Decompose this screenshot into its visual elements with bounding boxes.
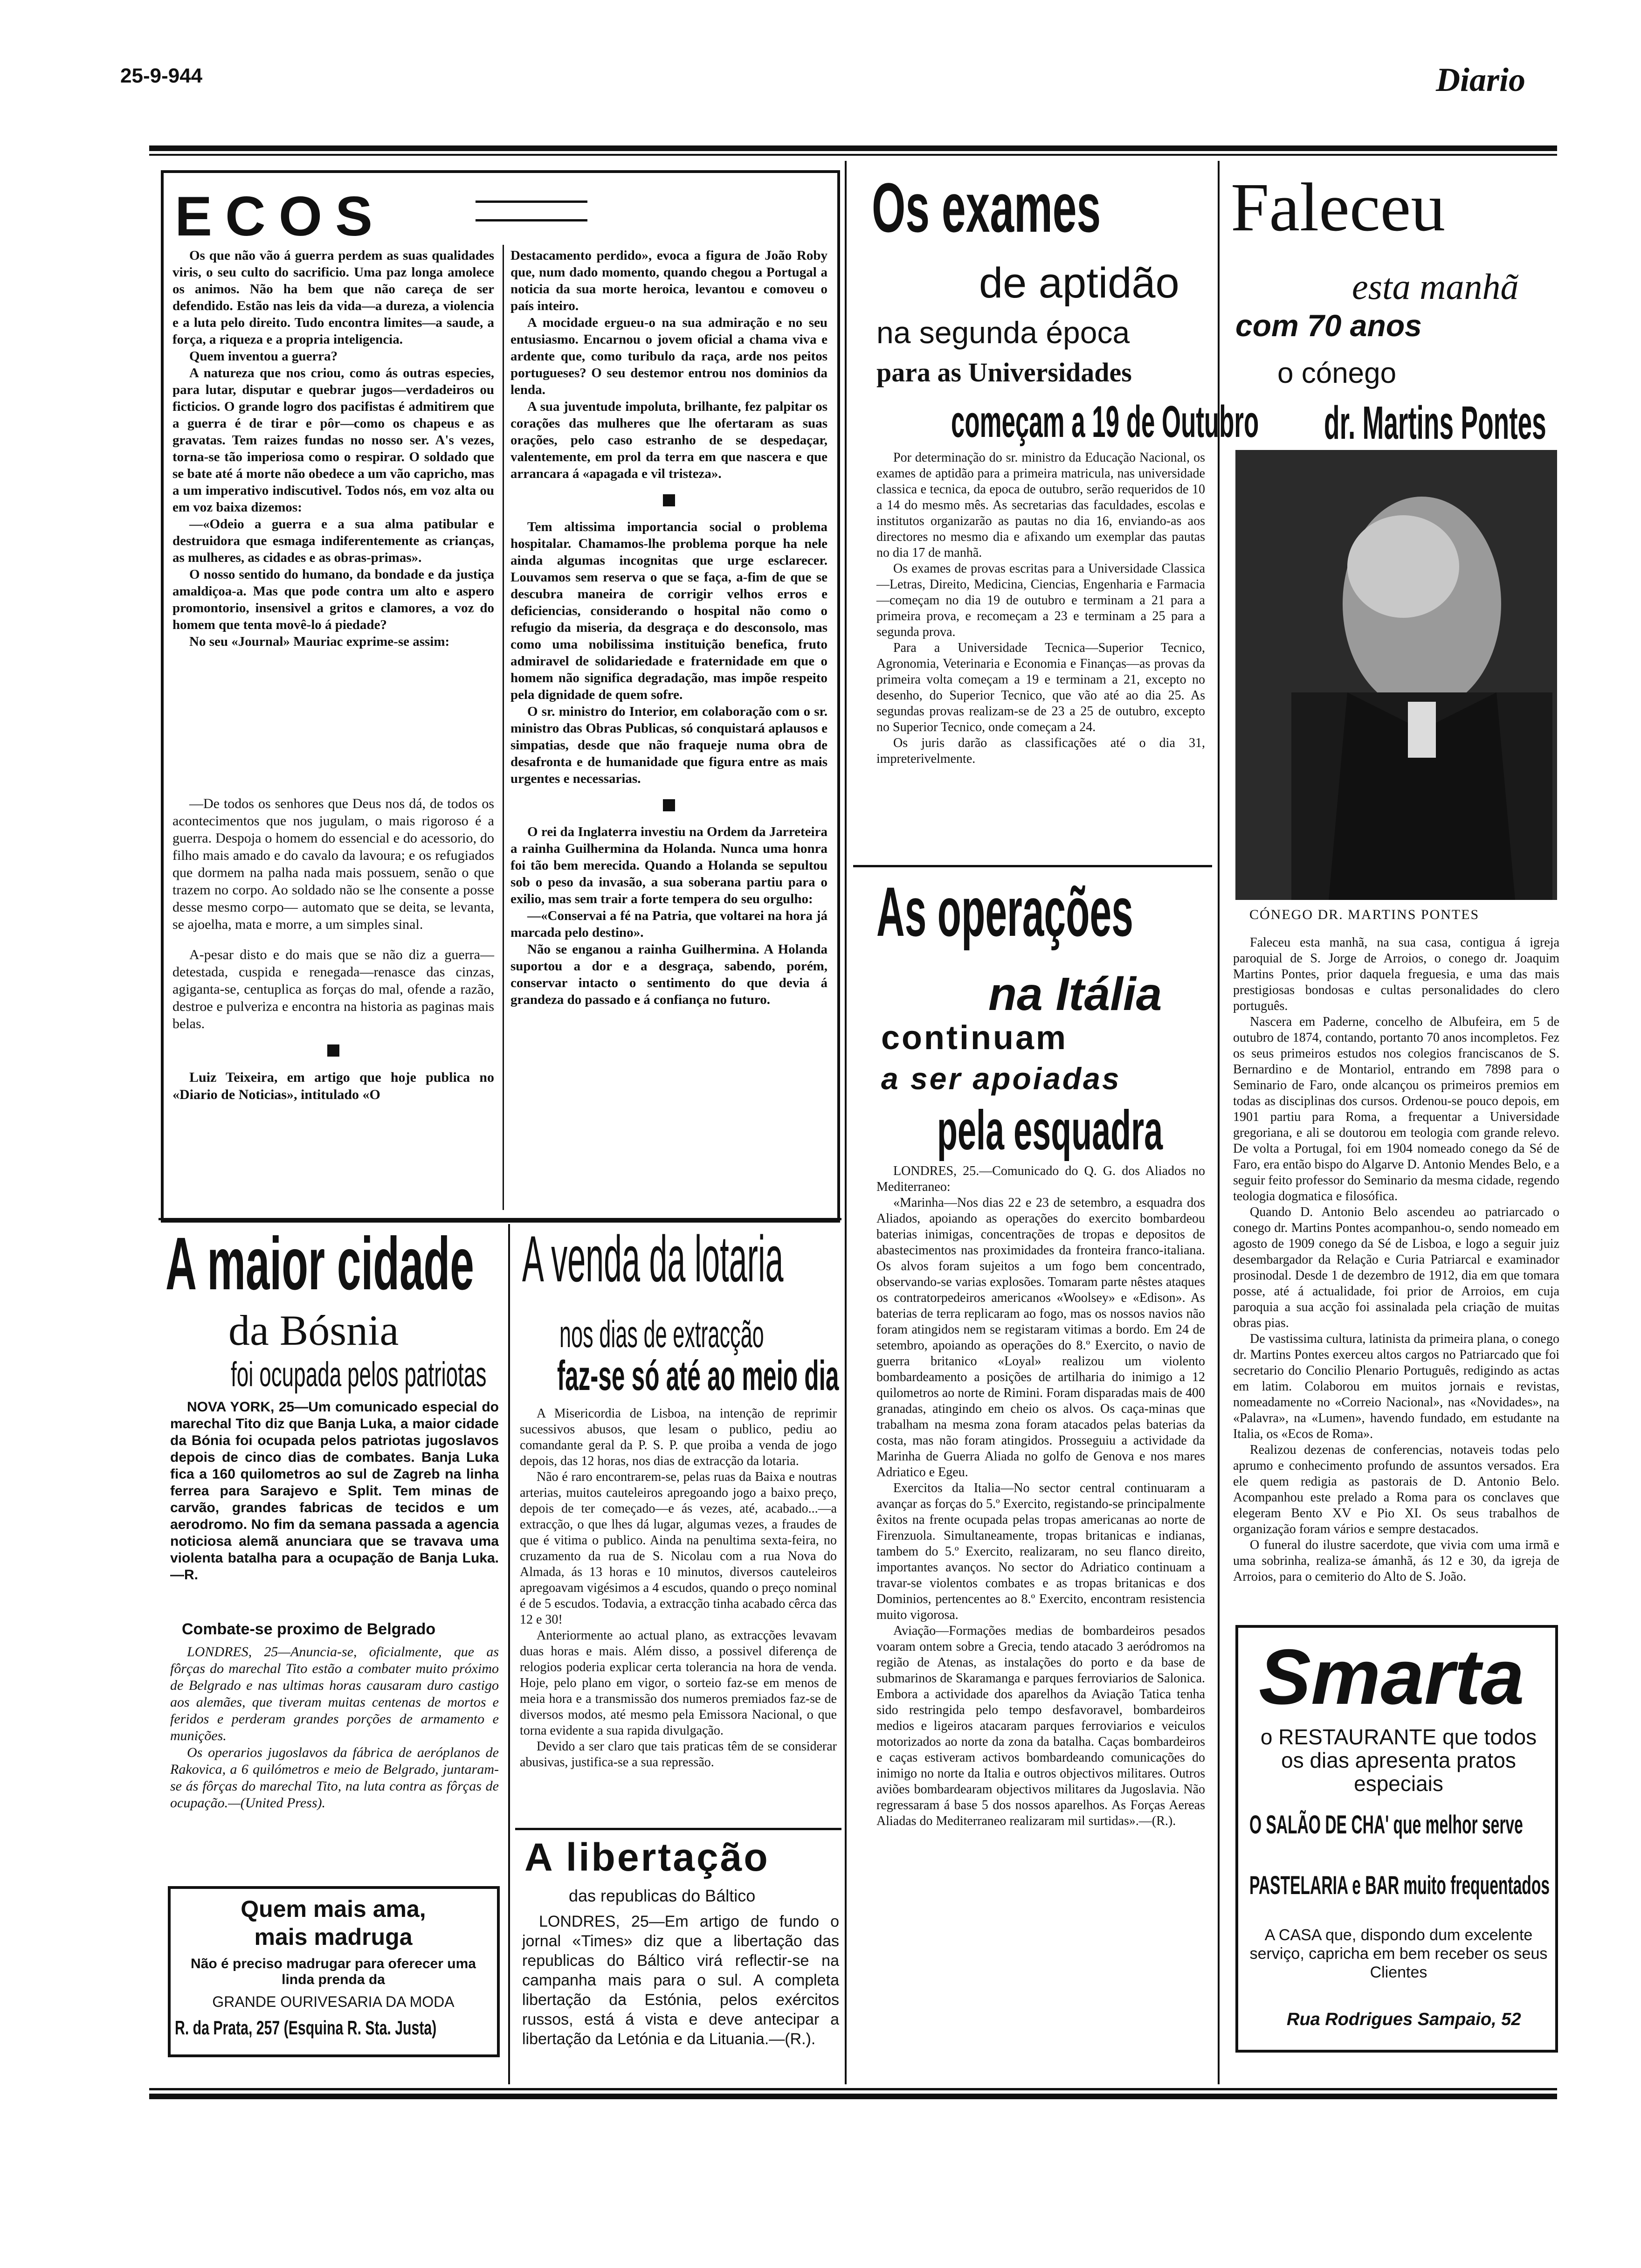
paragraph: Por determinação do sr. ministro da Educação Nacional, os exames de aptidão para a primeira matricula, nas universidade classica e tecnica, da epoca de outubro, serão requeridos de 10 a 14 do mesmo mês. As secretarias das faculdades, escolas e institutos organizarão as pautas no dia 16, enviando-as aos directores no mesmo dia e afixando um exemplar das pautas no dia 17 de manhã. bbox=[876, 450, 1205, 560]
faleceu-headline: Faleceu bbox=[1231, 169, 1446, 246]
paragraph: O funeral do ilustre sacerdote, que vivia com uma irmã e uma sobrinha, realiza-se ámanhã, ás 12 e 30, da igreja de Arroios, para o cemiterio do Alto de S. João. bbox=[1233, 1538, 1559, 1584]
baltico-subhead: das republicas do Báltico bbox=[569, 1886, 756, 1905]
faleceu-subhead: o cónego bbox=[1277, 357, 1397, 389]
paragraph: O rei da Inglaterra investiu na Ordem da Jarreteira a rainha Guilhermina da Holanda. Nunca uma honra foi tão bem merecida. Quando a Holanda se sepultou sob o peso da invasão, a sua soberana partiu para o exilio, mas sem trair a forte tempera do seu orgulho: bbox=[510, 824, 827, 906]
ecos-title-rule bbox=[476, 201, 587, 203]
bottom-rule bbox=[149, 2094, 1557, 2099]
paragraph: Tem altissima importancia social o problema hospitalar. Chamamos-lhe problema porque ha nele ainda algumas incognitas que urge esclarecer. Louvamos sem reserva o que se faça, a-fim de que se descubra maneira de corrigir velhos erros e deficiencias, considerando o hospital não como o refugio da miseria, da desgraça e do desconsolo, mas como uma nobilissima instituição benefica, fruto admiravel de solidariedade e fraternidade em que o homem não significa degradação, mas impõe respeito pela dignidade de quem sofre. bbox=[510, 519, 827, 702]
paragraph: Aviação—Formações medias de bombardeiros pesados voaram ontem sobre a Grecia, tendo atacado 3 aeródromos na região de Atenas, as instalações do porto e da base de submarinos de Skaramanga e parques ferroviarios de Salonica. Embora a actividade dos aparelhos da Aviação Tatica tenha sido restringida pelo tempo desfavoravel, bombardeiros medios e ligeiros atacaram parques ferroviarios e veiculos motorizados ao norte da zona da batalha. Caças bombardeiros e caças estiveram activos bombardeando comunicações do inimigo no norte da Italia e outros objectivos militares. Outros aviões bombardearam objectivos militares da Jugoslavia. Não regressaram á base 5 dos nossos aparelhos. As Forças Aereas Aliadas do Mediterraneo realizaram mil surtidas».—(R.). bbox=[876, 1624, 1205, 1828]
ourivesaria-title: Quem mais ama, bbox=[241, 1896, 426, 1922]
faleceu-subhead: com 70 anos bbox=[1235, 308, 1422, 343]
bosnia-subhead: foi ocupada pelos patriotas bbox=[231, 1355, 487, 1394]
smarta-restaurant: o RESTAURANTE que todos os dias apresenta pratos especiais bbox=[1260, 1725, 1537, 1796]
bosnia-headline: A maior cidade bbox=[165, 1222, 474, 1305]
paragraph: Quando D. Antonio Belo ascendeu ao patriarcado o conego dr. Martins Pontes acompanhou-o, sendo nomeado em agosto de 1909 conego da Sé de Lisboa, e logo a seguir juiz desembargador da Relação e Curia Patriarcal e examinador prosinodal. Desde 1 de dezembro de 1912, dia em que tomara posse, até á actualidade, foi prior de Arroios, em cuja paroquia a sua acção foi assinalada pela criação de muitas obras pias. bbox=[1233, 1205, 1559, 1330]
paragraph: A mocidade ergueu-o na sua admiração e no seu entusiasmo. Encarnou o jovem oficial a chama viva e ardente que, como turibulo da raça, arde nos peitos portugueses? O seu destemor entrou nos dominios da lenda. bbox=[510, 315, 827, 397]
smarta-pastelaria: PASTELARIA e BAR muito frequentados bbox=[1249, 1870, 1550, 1900]
paragraph: No seu «Journal» Mauriac exprime-se assim: bbox=[189, 634, 450, 649]
ourivesaria-address: R. da Prata, 257 (Esquina R. Sta. Justa) bbox=[175, 2017, 437, 2039]
ecos-column-divider bbox=[503, 245, 504, 1210]
paragraph: Anteriormente ao actual plano, as extracções levavam duas horas e mais. Além disso, a possivel diferença de relogios poderia explicar certa tolerancia na hora de venda. Hoje, pelo plano em vigor, o sorteio faz-se em menos de meia hora e a transmissão dos numeros premiados faz-se de diversos modos, até mesmo pela Emissora Nacional, o que torna evidente a sua rapida divulgação. bbox=[520, 1628, 837, 1738]
paragraph: LONDRES, 25—Em artigo de fundo o jornal «Times» diz que a libertação das republicas do Báltico virá reflectir-se na campanha mais para o sul. A completa libertação da Estónia, pelos exércitos russos, está á vista e deve antecipar a libertação da Letónia e da Lituania.—(R.). bbox=[522, 1913, 839, 2048]
bottom-rule bbox=[149, 2088, 1557, 2090]
exames-subhead: para as Universidades bbox=[876, 357, 1132, 387]
portrait-photo bbox=[1235, 450, 1557, 900]
paragraph: Realizou dezenas de conferencias, notaveis todas pelo aprumo e conhecimento profundo de assuntos versados. Era ele quem redigia as pastorais de D. Antonio Belo. Acompanhou este prelado a Roma para os conclaves que elegeram Bento XV e Pio XI. Os seus trabalhos de organização foram vários e sempre destacados. bbox=[1233, 1443, 1559, 1536]
paragraph: A Misericordia de Lisboa, na intenção de reprimir sucessivos abusos, que lesam o publico, pediu ao comandante geral da P. S. P. que proiba a venda de jogo depois, das 12 horas, nos dias de extracção da lotaria. bbox=[520, 1406, 837, 1468]
exames-subhead: começam a 19 de Outubro bbox=[951, 397, 1259, 447]
paragraph: Devido a ser claro que tais praticas têm de se considerar abusivas, justifica-se a sua repressão. bbox=[520, 1739, 837, 1770]
section-rule bbox=[159, 1218, 841, 1220]
paragraph: Os exames de provas escritas para a Universidade Classica—Letras, Direito, Medicina, Ciencias, Engenharia e Farmacia—começam no dia 19 de outubro e terminam a 21 para a primeira prova, e recomeçam a 23 e terminam a 25 para a segunda prova. bbox=[876, 561, 1205, 639]
paragraph: A-pesar disto e do mais que se não diz a guerra—detestada, cuspida e renegada—renasce das cinzas, agiganta-se, centuplica as forças do mal, ofende a razão, destroe e pulveriza e encontra na historia as paginas mais belas. bbox=[172, 947, 494, 1031]
operacoes-body bbox=[876, 1163, 1205, 1829]
bosnia-subheading: Combate-se proximo de Belgrado bbox=[182, 1620, 436, 1638]
paragraph: A natureza que nos criou, como ás outras especies, para lutar, disputar e quebrar jugos—verdadeiros ou ficticios. O grande logro dos pacifistas é admitirem que a guerra é de tirar e pôr—como os chapeus e as gravatas. Tem raizes fundas no nosso ser. A's vezes, torna-se tão imperiosa como o respirar. O soldado que se bate até á morte não obedece a um vão capricho, mas a um imperativo indiscutivel. Todos nós, em voz alta ou em voz baixa dizemos: bbox=[172, 366, 494, 515]
baltico-headline: A libertação bbox=[524, 1835, 770, 1879]
top-rule bbox=[149, 145, 1557, 151]
paragraph: LONDRES, 25.—Comunicado do Q. G. dos Aliados no Mediterraneo: bbox=[876, 1164, 1205, 1194]
column-divider bbox=[508, 1224, 510, 2084]
paragraph: Não é raro encontrarem-se, pelas ruas da Baixa e noutras arterias, muitos cauteleiros apregoando jogo a baixo preço, depois de ter começado—e ás vezes, até, acabado...—a extracção, o que lhes dá lugar, algumas vezes, a fraudes de que é vitima o publico. Ainda na penultima sexta-feira, no cruzamento da rua de S. Nicolau com a rua Nova do Almada, ás 13 horas e 10 minutos, diversos cauteleiros apregoavam vigésimos a 4 escudos, quando o preço nominal é de 5 escudos. Todavia, a extracção tinha acabado cêrca das 12 e 30! bbox=[520, 1470, 837, 1627]
faleceu-subhead: esta manhã bbox=[1352, 266, 1519, 307]
lotaria-headline: A venda da lotaria bbox=[522, 1222, 784, 1295]
ourivesaria-store: GRANDE OURIVESARIA DA MODA bbox=[212, 1993, 455, 2010]
ecos-column-1 bbox=[172, 247, 494, 650]
lotaria-subhead: nos dias de extracção bbox=[559, 1313, 764, 1355]
operacoes-subhead: continuam bbox=[881, 1019, 1068, 1057]
paragraph: Nascera em Paderne, concelho de Albufeira, em 5 de outubro de 1874, contando, portanto 70 anos incompletos. Fez os seus primeiros estudos nos colegios franciscanos de S. Bernardino e de Montariol, entrando em 7898 para o Seminario de Faro, onde alcançou os primeiros premios em todas as disciplinas dos cursos. Ordenou-se pouco depois, em 1901 partiu para Roma, a frequentar a Universidade gregoriana, e ali se doutorou em teologia com grande relevo. De volta a Portugal, foi em 1904 nomeado conego da Sé de Faro, era então bispo do Algarve D. Antonio Mendes Belo, e a seguir feito professor do Seminario da mesma cidade, regendo teologia dogmatica e filosófica. bbox=[1233, 1015, 1559, 1203]
paragraph: «Marinha—Nos dias 22 e 23 de setembro, a esquadra dos Aliados, apoiando as operações do exercito bombardeou baterias inimigas, concentrações de tropas e depositos de abastecimentos nas proximidades da fronteira franco-italiana. Os alvos foram sujeitos a um fogo bem concentrado, observando-se varias explosões. Tomaram parte nêstes ataques os contratorpedeiros americanos «Woolsey» e «Edison». As baterias de terra replicaram ao fogo, mas os nossos navios não foram atingidos nem se registaram vitimas a bordo. Em 24 de setembro, apoiando as operações do 8.º Exercito, o navio de guerra britanico «Loyal» realizou um violento bombardeamento a posições de artilharia do inimigo a 12 quilometros ao norte de Rimini. Foram disparadas mais de 400 granadas, atingindo em cheio os alvos. Os caça-minas que trabalham na mesma zona foram atacados pelas baterias da costa, mas não foram atingidos. Prosseguiu a actividade da Marinha de Guerra Aliada no golfo de Genova e nos mares Adriatico e Egeu. bbox=[876, 1196, 1205, 1480]
top-rule-thin bbox=[149, 154, 1557, 156]
smarta-logo: Smarta bbox=[1259, 1633, 1524, 1721]
ourivesaria-text: Não é preciso madrugar para oferecer uma linda prenda da bbox=[191, 1956, 476, 1987]
bosnia-sub-body bbox=[170, 1644, 499, 1812]
section-rule bbox=[515, 1828, 841, 1830]
paragraph: Os juris darão as classificações até o dia 31, impreterivelmente. bbox=[876, 736, 1205, 766]
separator-square bbox=[327, 1044, 339, 1057]
paragraph: O nosso sentido do humano, da bondade e da justiça amaldiçoa-a. Mas que pode contra um alto e aspero promontorio, insensivel a gritos e clamores, a voz do homem que tenta movê-lo á piedade? bbox=[172, 567, 494, 632]
paragraph: —De todos os senhores que Deus nos dá, de todos os acontecimentos que nos jugulam, o mais rigoroso é a guerra. Despoja o homem do essencial e do acessorio, do filho mais amado e do cavalo da lavoura; e os refugiados que dormem na palha nada mais possuem, senão o que trazem no corpo. Ao soldado não se lhe consente a posse desse mesmo corpo— automato que se deita, se levanta, se ajoelha, mata e morre, a um simples sinal. bbox=[172, 796, 494, 932]
bosnia-subhead: da Bósnia bbox=[228, 1307, 399, 1354]
bosnia-body bbox=[170, 1399, 499, 1583]
paragraph: Destacamento perdido», evoca a figura de João Roby que, num dado momento, quando chegou a Portugal a noticia da sua morte heroica, levantou e comoveu o país inteiro. bbox=[510, 248, 827, 313]
edition-date: 25-9-944 bbox=[120, 64, 203, 87]
ourivesaria-title: mais madruga bbox=[254, 1924, 413, 1950]
section-rule bbox=[853, 865, 1212, 867]
paragraph: Luiz Teixeira, em artigo que hoje publica no «Diario de Noticias», intitulado «O bbox=[172, 1070, 494, 1102]
masthead-logo: Diario bbox=[1436, 61, 1526, 98]
exames-subhead: de aptidão bbox=[979, 259, 1179, 307]
paragraph: —«Conservai a fé na Patria, que voltarei na hora já marcada pelo destino». bbox=[510, 908, 827, 940]
lotaria-subhead: faz-se só até ao meio dia bbox=[557, 1353, 839, 1399]
paragraph: Exercitos da Italia—No sector central continuaram a avançar as forças do 5.º Exercito, registando-se principalmente êxitos na frente ocupada pelas tropas americanas ao norte de Firenzuola. Simultaneamente, tropas britanicas e indianas, tambem do 5.º Exercito, realizaram, no seu flanco direito, importantes avanços. No sector do Adriatico continuam a travar-se violentos combates e as tropas britanicas e dos Dominios, pertencentes ao 8.º Exercito, encontram resistencia muito vigorosa. bbox=[876, 1481, 1205, 1622]
paragraph: A sua juventude impoluta, brilhante, fez palpitar os corações das mulheres que lhe ofertaram as suas orações, pelo caso estranho de se despedaçar, valentemente, em prol da terra em que nascera e que arrancara á «apagada e vil tristeza». bbox=[510, 399, 827, 481]
separator-square bbox=[663, 799, 675, 811]
paragraph: Os operarios jugoslavos da fábrica de aeróplanos de Rakovica, a 6 quilómetros e meio de Belgrado, juntaram-se ás fôrças do marechal Tito, na luta contra as fôrças de ocupação.—(United Press). bbox=[170, 1745, 499, 1811]
paragraph: Faleceu esta manhã, na sua casa, contigua á igreja paroquial de S. Jorge de Arroios, o conego dr. Joaquim Martins Pontes, prior daquela freguesia, e uma das mais prestigiosas bondosas e cultas personalidades do clero português. bbox=[1233, 935, 1559, 1013]
faleceu-body bbox=[1233, 935, 1559, 1585]
column-divider bbox=[1218, 161, 1220, 2084]
paragraph: LONDRES, 25—Anuncia-se, oficialmente, que as fôrças do marechal Tito estão a combater muito próximo de Belgrado e nas ultimas horas causaram duro castigo aos alemães, que tiveram muitas centenas de mortos e feridos e perderam grandes porções de armamento e munições. bbox=[170, 1644, 499, 1743]
operacoes-subhead: pela esquadra bbox=[937, 1099, 1163, 1162]
separator-square bbox=[663, 494, 675, 506]
paragraph: De vastissima cultura, latinista da primeira plana, o conego dr. Martins Pontes exerceu altos cargos no Patriarcado que foi secretario do Concilio Plenario Português, redigindo as actas em latim. Colaborou em muitos jornais e revistas, nomeadamente no «Correio Nacional», nas «Novidades», na «Palavra», na «Lumen», havendo fundado, em estudante na Italia, os «Ecos de Roma». bbox=[1233, 1332, 1559, 1441]
paragraph: NOVA YORK, 25—Um comunicado especial do marechal Tito diz que Banja Luka, a maior cidade da Bónia foi ocupada pelos patriotas jugoslavos depois de cinco dias de combates. Banja Luka fica a 160 quilometros ao sul de Zagreb na linha ferrea para Sarajevo e Split. Tem minas de carvão, grandes fabricas de tecidos e um aerodromo. No fim da semana passada a agencia noticiosa alemã anunciara que se travava uma violenta batalha para a ocupação de Banja Luka.—R. bbox=[170, 1399, 499, 1583]
exames-subhead: na segunda época bbox=[876, 315, 1130, 350]
operacoes-subhead: a ser apoiadas bbox=[881, 1061, 1121, 1096]
column-divider bbox=[845, 161, 847, 2084]
ecos-quote bbox=[172, 795, 494, 1103]
paragraph: Não se enganou a rainha Guilhermina. A Holanda suportou a dor e a desgraça, sabendo, porém, conservar intacto o sentimento do que devia á grandeza do passado e á confiança no futuro. bbox=[510, 942, 827, 1007]
smarta-address: Rua Rodrigues Sampaio, 52 bbox=[1287, 2010, 1521, 2029]
ecos-title-rule bbox=[476, 219, 587, 221]
portrait-illustration bbox=[1235, 450, 1557, 900]
ecos-column-2 bbox=[510, 247, 827, 1008]
smarta-salao: O SALÃO DE CHA' que melhor serve bbox=[1249, 1810, 1523, 1839]
paragraph: Os que não vão á guerra perdem as suas qualidades viris, o seu culto do sacrificio. Uma paz longa amolece os animos. Não ha bem que não careça de ser defendido. Estão nas leis da vida—a dureza, a violencia e a luta pelo direito. Tudo encontra limites—a saude, a força, a riqueza e a propria inteligencia. bbox=[172, 248, 494, 347]
lotaria-body bbox=[520, 1406, 837, 1770]
paragraph: Quem inventou a guerra? bbox=[189, 349, 338, 364]
operacoes-headline: As operações bbox=[876, 872, 1133, 951]
portrait-caption: CÓNEGO DR. MARTINS PONTES bbox=[1249, 907, 1480, 922]
paragraph: —«Odeio a guerra e a sua alma patibular e destruidora que esmaga indiferentemente as crianças, as mulheres, as cidades e as obras-primas». bbox=[172, 517, 494, 565]
exames-headline: Os exames bbox=[872, 168, 1101, 247]
exames-body bbox=[876, 450, 1205, 767]
faleceu-subhead: dr. Martins Pontes bbox=[1324, 397, 1546, 449]
paragraph: O sr. ministro do Interior, em colaboração com o sr. ministro das Obras Publicas, só conquistará aplausos e simpatias, desde que não fraqueje numa obra de desafronta e de humanidade que figura entre as mais urgentes e necessarias. bbox=[510, 704, 827, 786]
paragraph: Para a Universidade Tecnica—Superior Tecnico, Agronomia, Veterinaria e Economia e Finanças—as provas da primeira volta começam a 19 e terminam a 21, excepto no desenho, do Superior Tecnico, que vão até ao dia 25. As segundas provas realizam-se de 23 a 25 de outubro, excepto no Superior Tecnico, onde começam a 24. bbox=[876, 641, 1205, 734]
operacoes-subhead: na Itália bbox=[988, 968, 1162, 1020]
ecos-title: ECOS bbox=[175, 185, 386, 248]
smarta-casa: A CASA que, dispondo dum excelente serviço, capricha em bem receber os seus Clientes bbox=[1249, 1926, 1548, 1981]
baltico-body bbox=[522, 1912, 839, 2049]
